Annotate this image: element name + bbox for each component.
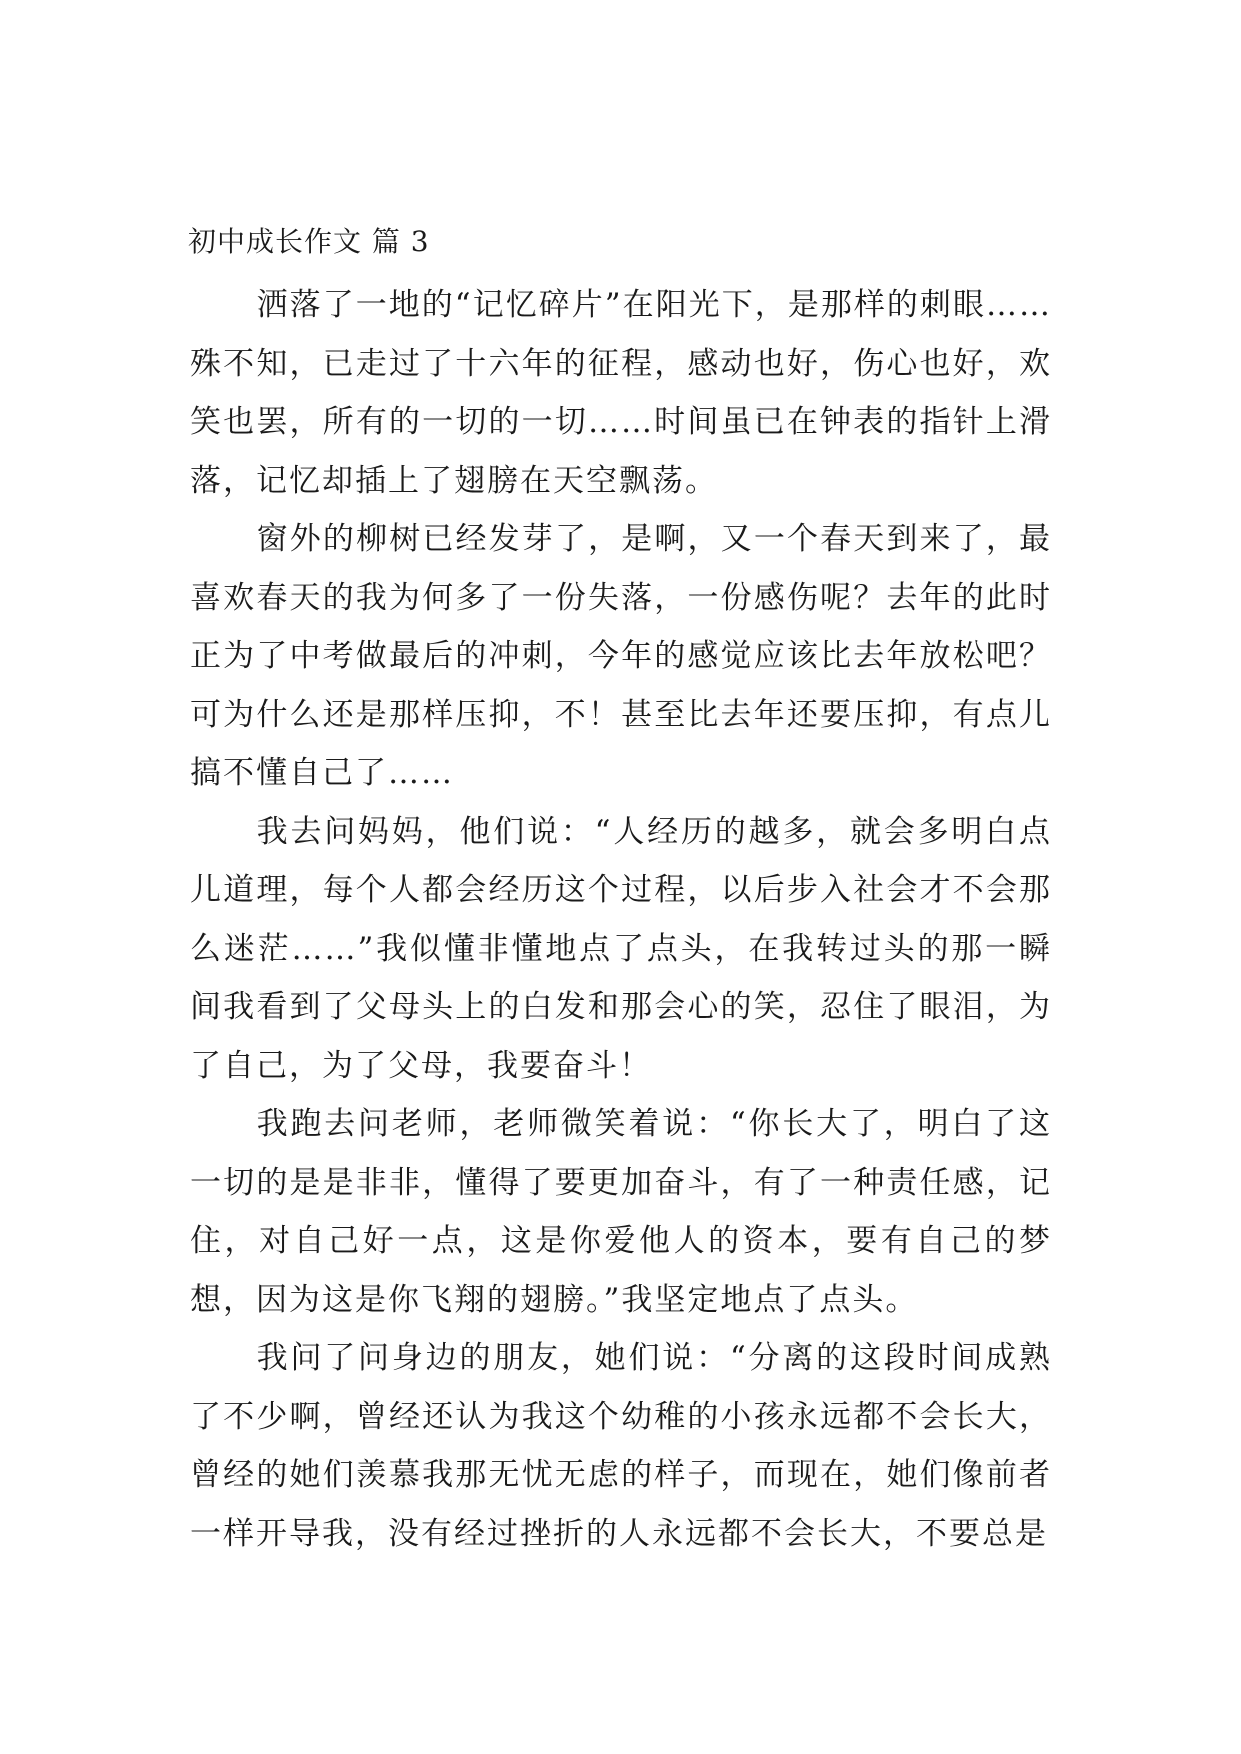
- paragraph-1: 洒落了一地的“记忆碎片”在阳光下，是那样的刺眼……殊不知，已走过了十六年的征程，感动也好，伤心也好，欢笑也罢，所有的一切的一切……时间虽已在钟表的指针上滑落，记忆却插上了翅膀在天空飘荡。: [190, 287, 1052, 499]
- document-body: [190, 276, 1052, 1563]
- paragraph-4: 我跑去问老师，老师微笑着说：“你长大了，明白了这一切的是是非非，懂得了要更加奋斗，有了一种责任感，记住，对自己好一点，这是你爱他人的资本，要有自己的梦想，因为这是你飞翔的翅膀。”我坚定地点了点头。: [190, 1106, 1052, 1318]
- paragraph-5: 我问了问身边的朋友，她们说：“分离的这段时间成熟了不少啊，曾经还认为我这个幼稚的小孩永远都不会长大，曾经的她们羡慕我那无忧无虑的样子，而现在，她们像前者一样开导我，没有经过挫折的人永远都不会长大，不要总是: [190, 1340, 1052, 1552]
- document-title: 初中成长作文 篇 3: [188, 225, 430, 258]
- paragraph-2: 窗外的柳树已经发芽了，是啊，又一个春天到来了，最喜欢春天的我为何多了一份失落，一份感伤呢？去年的此时正为了中考做最后的冲刺，今年的感觉应该比去年放松吧？可为什么还是那样压抑，不！甚至比去年还要压抑，有点儿搞不懂自己了……: [190, 521, 1052, 791]
- paragraph-3: 我去问妈妈，他们说：“人经历的越多，就会多明白点儿道理，每个人都会经历这个过程，以后步入社会才不会那么迷茫……”我似懂非懂地点了点头，在我转过头的那一瞬间我看到了父母头上的白发和那会心的笑，忍住了眼泪，为了自己，为了父母，我要奋斗！: [190, 813, 1052, 1084]
